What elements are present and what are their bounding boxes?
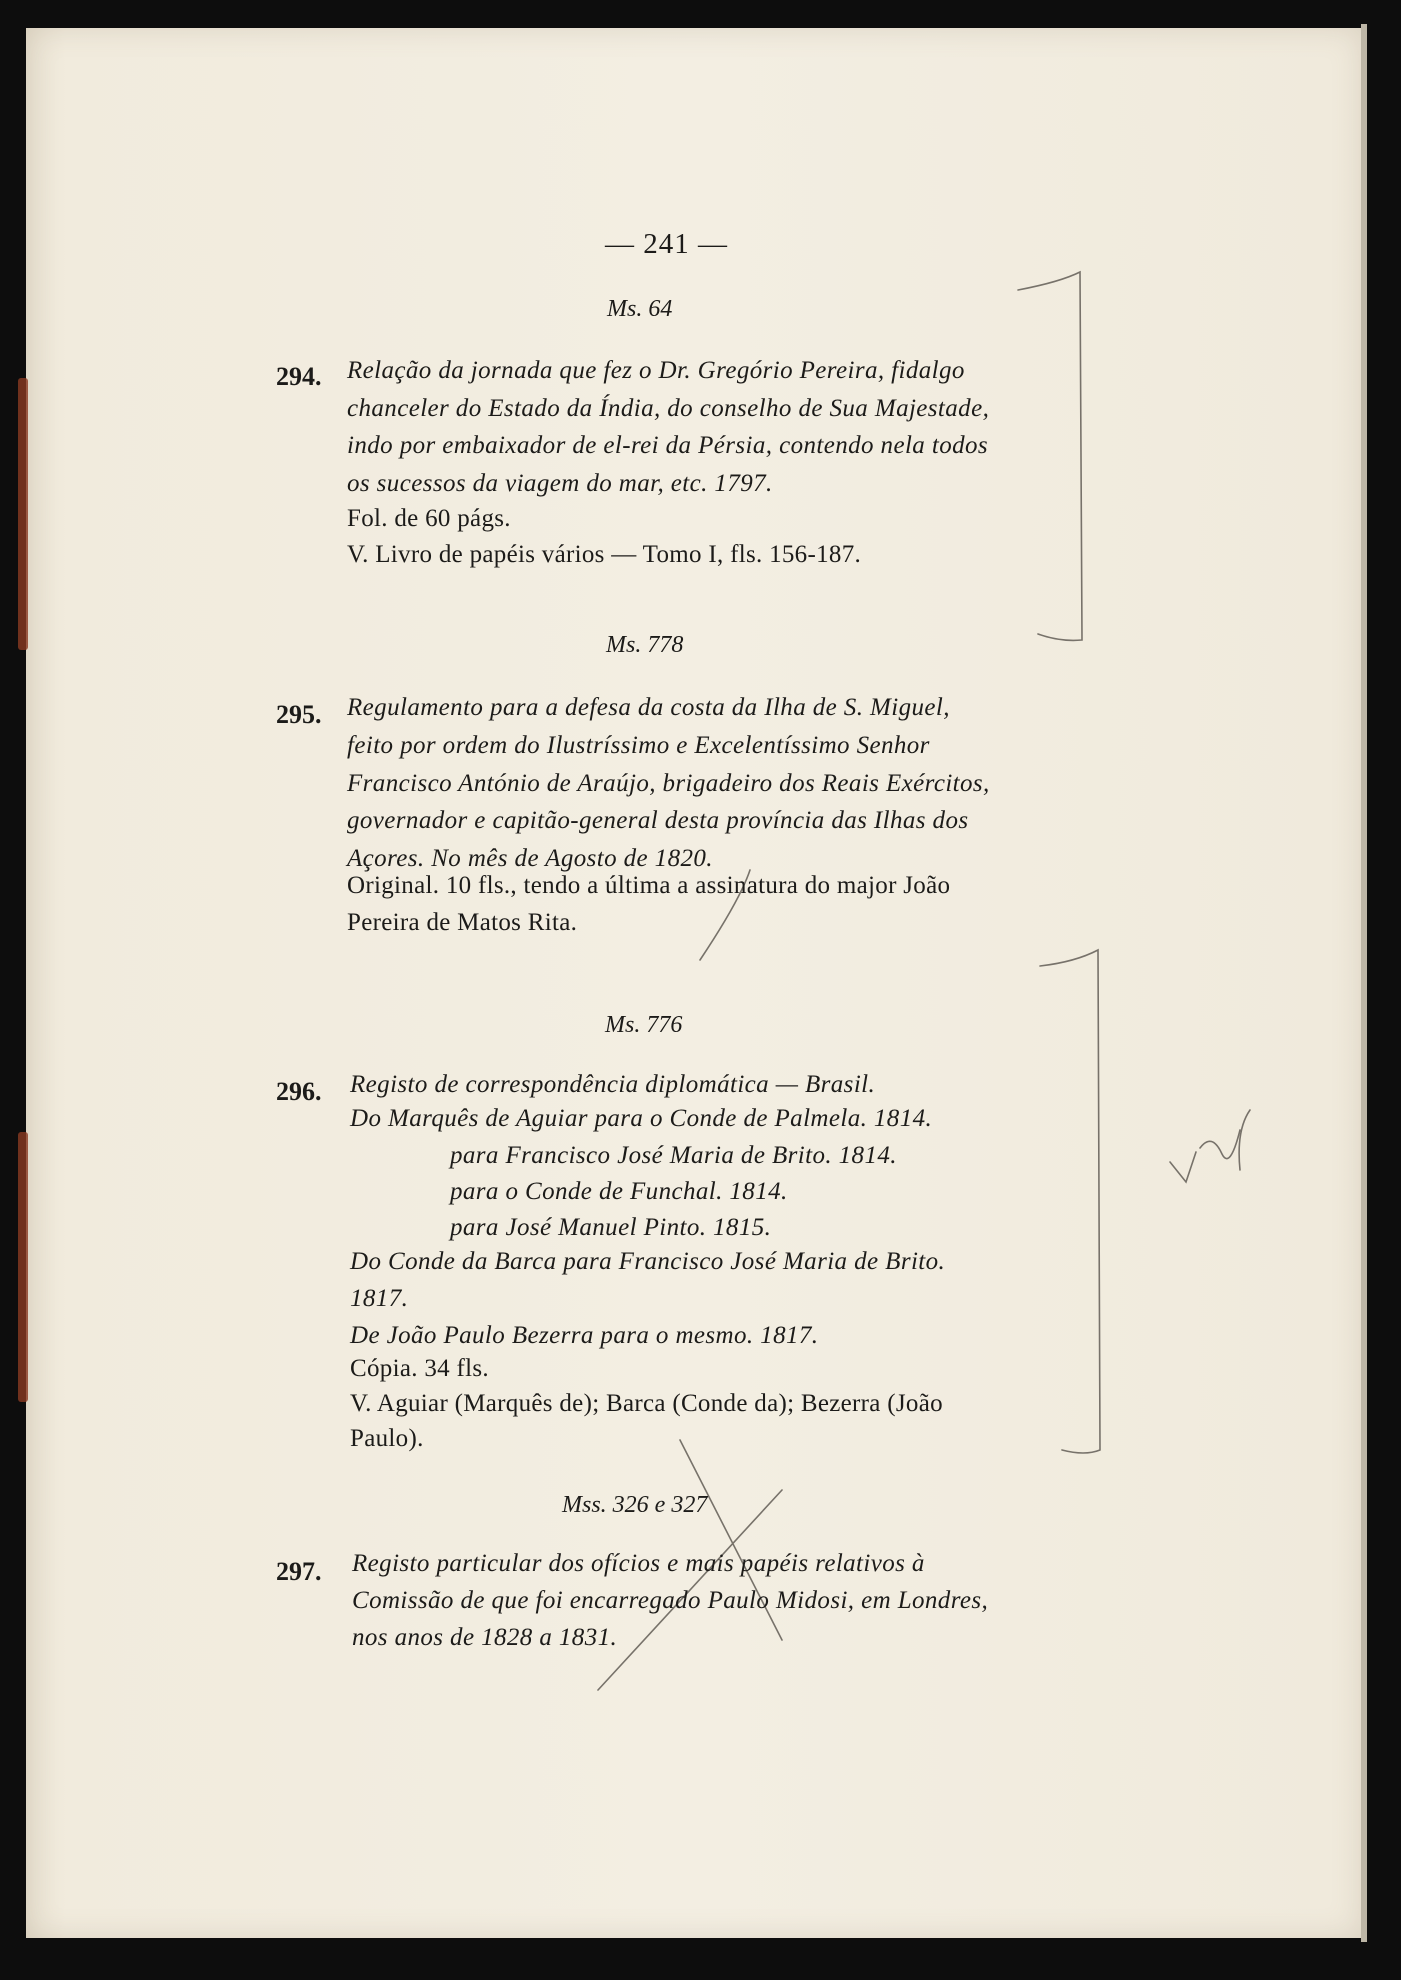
manuscript-label: Ms. 776 (605, 1012, 683, 1038)
entry-note-line: Fol. de 60 págs. (347, 505, 511, 532)
entry-title-line: Regulamento para a defesa da costa da Ilha de S. Miguel, (347, 694, 950, 721)
entry-note-line: Paulo). (350, 1425, 424, 1452)
entry-title-line: para Francisco José Maria de Brito. 1814. (450, 1142, 897, 1169)
page-number: — 241 — (605, 228, 728, 260)
entry-title-line: os sucessos da viagem do mar, etc. 1797. (347, 470, 773, 497)
binding-thread-bottom (18, 1132, 28, 1402)
book-page (26, 28, 1361, 1938)
manuscript-label: Mss. 326 e 327 (562, 1492, 708, 1518)
entry-title-line: Do Marquês de Aguiar para o Conde de Palmela. 1814. (350, 1105, 933, 1132)
entry-note-line: Original. 10 fls., tendo a última a assinatura do major João (347, 872, 951, 899)
entry-title-line: feito por ordem do Ilustríssimo e Excelentíssimo Senhor (347, 732, 930, 759)
binding-thread-top (18, 378, 28, 650)
entry-number: 296. (276, 1077, 322, 1106)
entry-title-line: Registo de correspondência diplomática — Brasil. (350, 1071, 876, 1098)
manuscript-label: Ms. 64 (607, 296, 673, 322)
entry-title-line: Relação da jornada que fez o Dr. Gregório Pereira, fidalgo (347, 357, 965, 384)
manuscript-label: Ms. 778 (606, 632, 684, 658)
entry-title-line: Francisco António de Araújo, brigadeiro dos Reais Exércitos, (347, 770, 990, 797)
entry-title-line: indo por embaixador de el-rei da Pérsia, contendo nela todos (347, 432, 989, 459)
entry-title-line: nos anos de 1828 a 1831. (352, 1624, 618, 1651)
entry-title-line: Comissão de que foi encarregado Paulo Midosi, em Londres, (352, 1587, 989, 1614)
entry-title-line: chanceler do Estado da Índia, do conselho de Sua Majestade, (347, 395, 990, 422)
entry-number: 295. (276, 700, 322, 729)
entry-title-line: Do Conde da Barca para Francisco José Maria de Brito. (350, 1248, 946, 1275)
entry-title-line: governador e capitão-general desta província das Ilhas dos (347, 807, 969, 834)
entry-number: 297. (276, 1557, 322, 1586)
entry-number: 294. (276, 362, 322, 391)
entry-title-line: De João Paulo Bezerra para o mesmo. 1817. (350, 1322, 819, 1349)
entry-note-line: V. Aguiar (Marquês de); Barca (Conde da); Bezerra (João (350, 1390, 943, 1417)
entry-note-line: Pereira de Matos Rita. (347, 909, 578, 936)
entry-title-line: Açores. No mês de Agosto de 1820. (347, 845, 713, 872)
page-edge (1361, 24, 1367, 1942)
entry-note-line: Cópia. 34 fls. (350, 1355, 489, 1382)
entry-title-line: para José Manuel Pinto. 1815. (450, 1214, 772, 1241)
entry-title-line: para o Conde de Funchal. 1814. (450, 1178, 788, 1205)
entry-title-line: 1817. (350, 1285, 409, 1312)
entry-title-line: Registo particular dos ofícios e mais papéis relativos à (352, 1550, 925, 1577)
entry-note-line: V. Livro de papéis vários — Tomo I, fls. 156-187. (347, 541, 862, 568)
